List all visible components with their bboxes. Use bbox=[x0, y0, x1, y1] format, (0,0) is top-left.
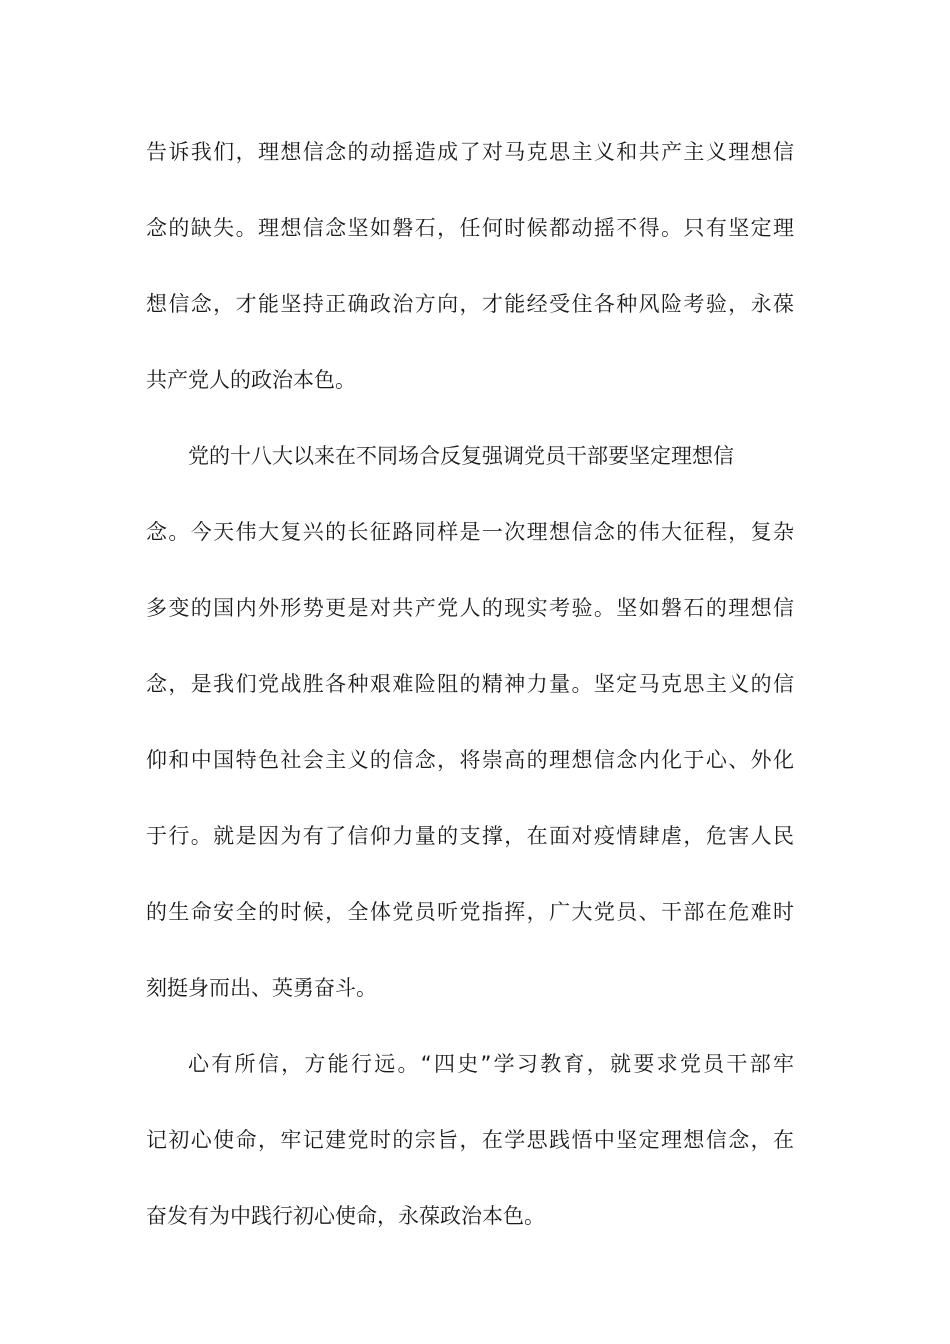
text-line: 的生命安全的时候，全体党员听党指挥，广大党员、干部在危难时 bbox=[146, 900, 794, 924]
text-line: 念的缺失。理想信念坚如磐石，任何时候都动摇不得。只有坚定理 bbox=[146, 216, 794, 240]
text-line: 党的十八大以来在不同场合反复强调党员干部要坚定理想信 bbox=[188, 444, 734, 468]
text-line: 于行。就是因为有了信仰力量的支撑，在面对疫情肆虐，危害人民 bbox=[146, 824, 794, 848]
paragraph-2 bbox=[146, 434, 794, 1042]
text-line: 多变的国内外形势更是对共产党人的现实考验。坚如磐石的理想信 bbox=[146, 596, 794, 620]
text-line: 奋发有为中践行初心使命，永葆政治本色。 bbox=[146, 1204, 545, 1228]
text-line: 刻挺身而出、英勇奋斗。 bbox=[146, 976, 377, 1000]
text-line: 想信念，才能坚持正确政治方向，才能经受住各种风险考验，永葆 bbox=[146, 292, 794, 316]
text-line: 念。今天伟大复兴的长征路同样是一次理想信念的伟大征程，复杂 bbox=[146, 520, 794, 544]
text-line: 仰和中国特色社会主义的信念，将崇高的理想信念内化于心、外化 bbox=[146, 748, 794, 772]
paragraph-3 bbox=[146, 1042, 794, 1270]
text-line: 告诉我们，理想信念的动摇造成了对马克思主义和共产主义理想信 bbox=[146, 140, 794, 164]
paragraph-1 bbox=[146, 130, 794, 434]
text-line: 记初心使命，牢记建党时的宗旨，在学思践悟中坚定理想信念，在 bbox=[146, 1128, 794, 1152]
text-line: 共产党人的政治本色。 bbox=[146, 368, 356, 392]
document-body bbox=[146, 130, 794, 1270]
text-line: 念，是我们党战胜各种艰难险阻的精神力量。坚定马克思主义的信 bbox=[146, 672, 794, 696]
text-line: 心有所信，方能行远。“四史”学习教育，就要求党员干部牢 bbox=[188, 1052, 794, 1076]
